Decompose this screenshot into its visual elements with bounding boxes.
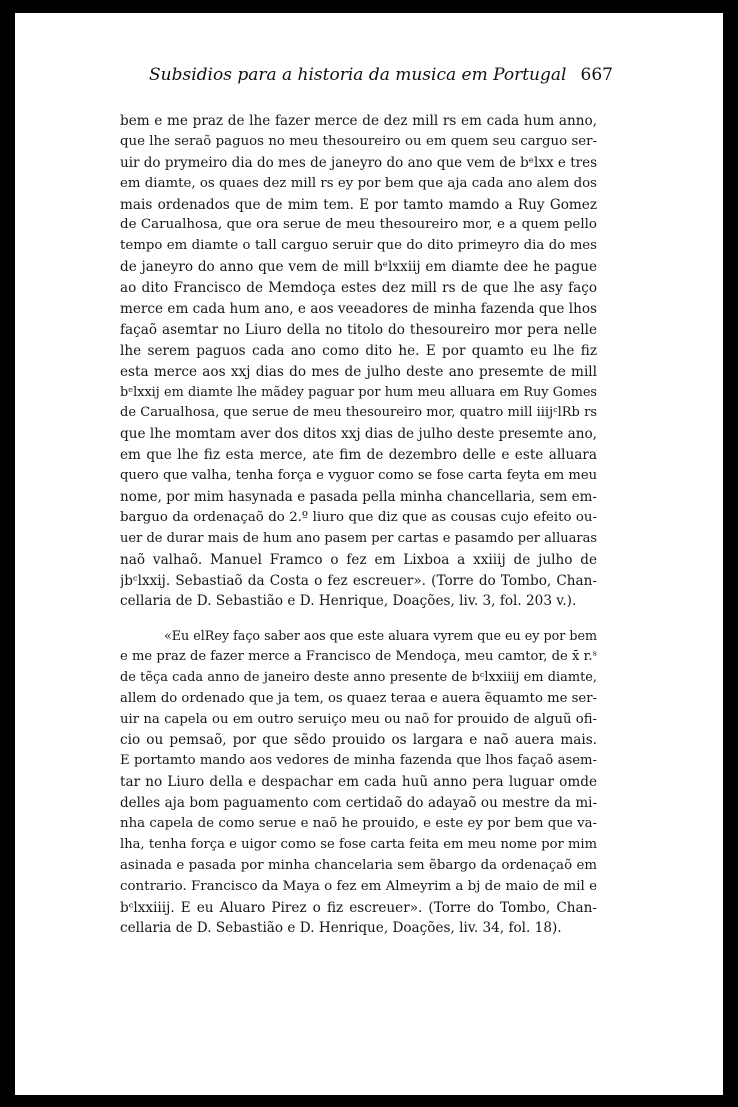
text-line: «Eu elRey faço saber aos que este aluara vyrem que eu ey por bem (164, 628, 597, 643)
text-line: uir na capela ou em outro seruiço meu ou naõ for prouido de alguũ ofi- (120, 711, 597, 727)
page-number: 667 (580, 65, 613, 85)
running-header (135, 65, 613, 97)
text-line: de janeyro do anno que vem de mill bᵉlxxiij em diamte dee he pague (120, 259, 597, 276)
text-line: de tẽça cada anno de janeiro deste anno presente de bᶜlxxiiij em diamte, (120, 669, 597, 685)
book-page (15, 13, 723, 1095)
text-line: nome, por mim hasynada e pasada pella minha chancellaria, sem em- (120, 489, 597, 506)
text-line: quero que valha, tenha força e vyguor como se fose carta feyta em meu (120, 468, 597, 484)
text-line: ao dito Francisco de Memdoça estes dez mill rs de que lhe asy faço (120, 280, 597, 297)
text-line: cio ou pemsaõ, por que sẽdo prouido os largara e naõ auera mais. (120, 732, 597, 749)
text-line: que lhe seraõ paguos no meu thesoureiro ou em quem seu carguo ser- (120, 133, 597, 149)
text-line: nha capela de como serue e naõ he prouido, e este ey por bem que va- (120, 816, 597, 832)
text-line: que lhe momtam aver dos ditos xxj dias de julho deste presemte ano, (120, 426, 597, 443)
text-line: façaõ asemtar no Liuro della no titolo do thesoureiro mor pera nelle (120, 321, 597, 338)
text-line: lhe serem paguos cada ano como dito he. E por quamto eu lhe fiz (120, 342, 597, 359)
text-line: mais ordenados que de mim tem. E por tamto mamdo a Ruy Gomez (120, 196, 597, 213)
text-line: bᵉlxxij em diamte lhe mãdey paguar por hum meu alluara em Ruy Gomes (120, 384, 597, 400)
text-line: cellaria de D. Sebastião e D. Henrique, Doações, liv. 34, fol. 18). (120, 920, 562, 937)
text-line: tempo em diamte o tall carguo seruir que do dito primeyro dia do mes (120, 238, 597, 254)
text-line: em diamte, os quaes dez mill rs ey por bem que aja cada ano alem dos (120, 175, 597, 191)
text-line: lha, tenha força e uigor como se fose carta feita em meu nome por mim (120, 836, 597, 852)
text-line: bem e me praz de lhe fazer merce de dez mill rs em cada hum anno, (120, 113, 597, 129)
text-line: e me praz de fazer merce a Francisco de Mendoça, meu camtor, de x̄ r.ˢ (120, 648, 597, 664)
paragraph-2 (120, 626, 597, 939)
text-line: contrario. Francisco da Maya o fez em Almeyrim a bj de maio de mil e (120, 878, 597, 894)
text-line: asinada e pasada por minha chancelaria sem ẽbargo da ordenaçaõ em (120, 857, 597, 873)
text-line: allem do ordenado que ja tem, os quaez teraa e auera ẽquamto me ser- (120, 690, 597, 706)
text-line: E portamto mando aos vedores de minha fazenda que lhos façaõ asem- (120, 753, 597, 769)
text-line: de Carualhosa, que ora serue de meu thesoureiro mor, e a quem pello (120, 217, 597, 233)
text-line: cellaria de D. Sebastião e D. Henrique, Doações, liv. 3, fol. 203 v.). (120, 593, 577, 610)
text-line: uer de durar mais de hum ano pasem per cartas e pasamdo per alluaras (120, 530, 597, 546)
text-line: barguo da ordenaçaõ do 2.º liuro que diz que as cousas cujo efeito ou- (120, 509, 597, 525)
text-line: jbᶜlxxij. Sebastiaõ da Costa o fez escreuer». (Torre do Tombo, Chan- (120, 572, 597, 589)
text-line: uir do prymeiro dia do mes de janeyro do ano que vem de bᵉlxx e tres (120, 154, 597, 171)
text-line: bᶜlxxiiij. E eu Aluaro Pirez o fiz escreuer». (Torre do Tombo, Chan- (120, 899, 597, 916)
text-line: esta merce aos xxj dias do mes de julho deste ano presemte de mill (120, 363, 597, 380)
running-title: Subsidios para a historia da musica em Portugal (149, 65, 567, 85)
text-line: naõ valhaõ. Manuel Framco o fez em Lixboa a xxiiij de julho de (120, 551, 597, 568)
text-line: em que lhe fiz esta merce, ate fim de dezembro delle e este alluara (120, 447, 597, 464)
text-line: merce em cada hum ano, e aos veeadores de minha fazenda que lhos (120, 301, 597, 318)
paragraph-1 (120, 111, 597, 612)
text-line: delles aja bom paguamento com certidaõ do adayaõ ou mestre da mi- (120, 795, 597, 812)
text-line: de Carualhosa, que serue de meu thesoureiro mor, quatro mill iiijᶜlRb rs (120, 405, 597, 421)
text-line: tar no Liuro della e despachar em cada huũ anno pera luguar omde (120, 774, 597, 791)
